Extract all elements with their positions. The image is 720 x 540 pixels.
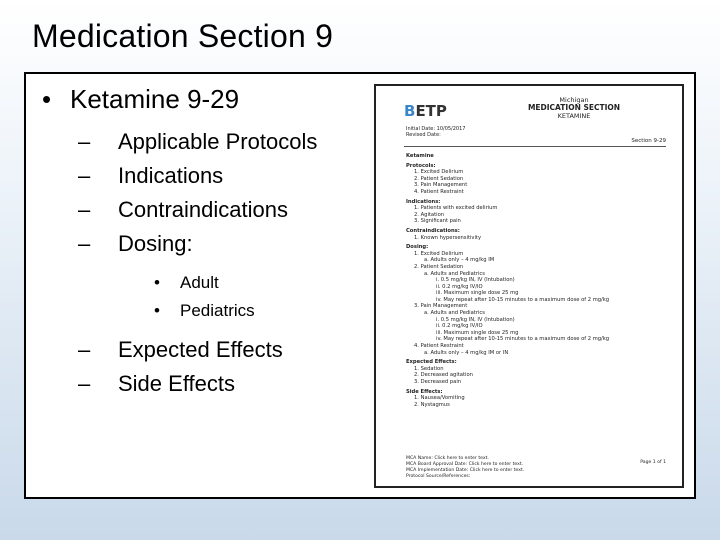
section-number: Section 9-29 [631,138,666,144]
doc-line: MCA Board Approval Date: Click here to enter text. [406,462,524,467]
doc-line: iii. Maximum single dose 25 mg [436,290,519,297]
dash-icon: – [78,197,91,222]
list-item-text: Contraindications [118,197,288,222]
doc-line: 2. Decreased agitation [414,372,473,379]
bullet-icon: • [154,301,160,320]
bullet-list [42,84,382,401]
doc-line: a. Adults and Pediatrics [424,310,485,317]
doc-line: 1. Nausea/Vomiting [414,395,465,402]
doc-line: 2. Patient Sedation [414,175,464,182]
doc-line: 4. Patient Restraint [414,343,464,350]
document-heading: Ketamine [406,153,434,159]
doc-line: MCA Name: Click here to enter text. [406,456,489,461]
doc-line: 1. Excited Delirium [414,169,464,176]
document-footer [406,456,664,480]
divider [404,146,666,147]
content-frame [24,72,696,499]
protocol-document-thumbnail [374,84,684,488]
doc-line: 3. Pain Management [414,182,468,189]
doc-line: Protocol Source/References: [406,474,471,479]
betp-logo: BETP [404,102,447,120]
doc-line: 2. Patient Sedation [414,263,464,270]
list-item-text: Applicable Protocols [118,129,318,154]
list-item [78,159,382,193]
sub-list-item-text: Adult [180,273,219,292]
dash-icon: – [78,337,91,362]
doc-line: MCA Implementation Date: Click here to enter text. [406,468,525,473]
list-item [78,125,382,159]
list-item-text: Expected Effects [118,337,283,362]
dash-icon: – [78,231,91,256]
bullet-icon: • [42,84,52,114]
doc-line: 3. Decreased pain [414,379,462,385]
doc-line: 1. Known hypersensitivity [414,234,482,241]
main-bullet-text: Ketamine 9-29 [70,84,240,114]
list-item [78,367,382,401]
main-bullet [42,84,382,115]
doc-line: iv. May repeat after 10-15 minutes to a maximum dose of 2 mg/kg [436,336,610,343]
list-item-text: Indications [118,163,224,188]
doc-line: 1. Sedation [414,365,444,372]
bullet-icon: • [154,273,160,292]
doc-line: 3. Pain Management [414,303,468,310]
document-header: Michigan MEDICATION SECTION KETAMINE [527,96,621,120]
list-item [78,193,382,227]
sub-list-item-text: Pediatrics [180,301,255,320]
list-item-text: Side Effects [118,371,235,396]
doc-line: 1. Patients with excited delirium [414,205,498,212]
sub-list-item [154,297,382,325]
doc-line: i. 0.5 mg/kg IN, IV (Intubation) [436,316,515,323]
list-item-text: Dosing: [118,231,193,256]
doc-line: 2. Nystagmus [414,401,450,408]
doc-line: 3. Significant pain [414,218,461,225]
doc-line: iv. May repeat after 10-15 minutes to a maximum dose of 2 mg/kg [436,296,610,303]
doc-line: ii. 0.2 mg/kg IV/IO [436,323,483,330]
sub-list-item [154,269,382,297]
dash-icon: – [78,371,91,396]
doc-line: 4. Patient Restraint [414,188,464,195]
dash-icon: – [78,129,91,154]
doc-line: a. Adults and Pediatrics [424,270,485,277]
doc-line: a. Adults only – 4 mg/kg IM or IN [424,349,509,356]
dash-icon: – [78,163,91,188]
document-body: Ketamine Protocols: 1. Excited Delirium 2. Patient Sedation 3. Pain Management 4. Patient Restraint Indications: 1. Patients with excited delirium 2. Agitation 3. Significant pain Contraindications: 1. Known hypersensitivity Dosing: 1. Excited Delirium a. Adults only – 4 mg/kg IM 2. Patient Sedation a. Adults and Pediatrics i. 0.5 mg/kg IN, IV (Intubation) ii. 0.2 mg/kg IV/IO iii. Maximum single dose 25 mg iv. May repeat after 10-15 minutes to a maximum dose of 2 mg/kg 3. Pain Management a. Adults and Pediatrics i. 0.5 mg/kg IN, IV (Intubation) ii. 0.2 mg/kg IV/IO iii. Maximum single dose 25 mg iv. May repeat after 10-15 minutes to a maximum dose of 2 mg/kg 4. Patient Restraint a. Adults only – 4 mg/kg IM or IN Expected Effects: 1. Sedation 2. Decreased agitation 3. Decreased pain Side Effects: 1. Nausea/Vomiting 2. Nystagmus [406,150,664,408]
document-dates: Initial Date: 10/05/2017 Revised Date: [406,126,466,138]
doc-line: a. Adults only – 4 mg/kg IM [424,257,495,264]
doc-line: 1. Excited Delirium [414,250,464,257]
doc-line: ii. 0.2 mg/kg IV/IO [436,283,483,290]
list-item [78,333,382,367]
doc-line: i. 0.5 mg/kg IN, IV (Intubation) [436,277,515,284]
doc-line: 2. Agitation [414,211,445,218]
list-item [78,227,382,261]
page-number: Page 1 of 1 [640,460,666,465]
doc-line: iii. Maximum single dose 25 mg [436,329,519,336]
slide-title: Medication Section 9 [32,18,334,54]
